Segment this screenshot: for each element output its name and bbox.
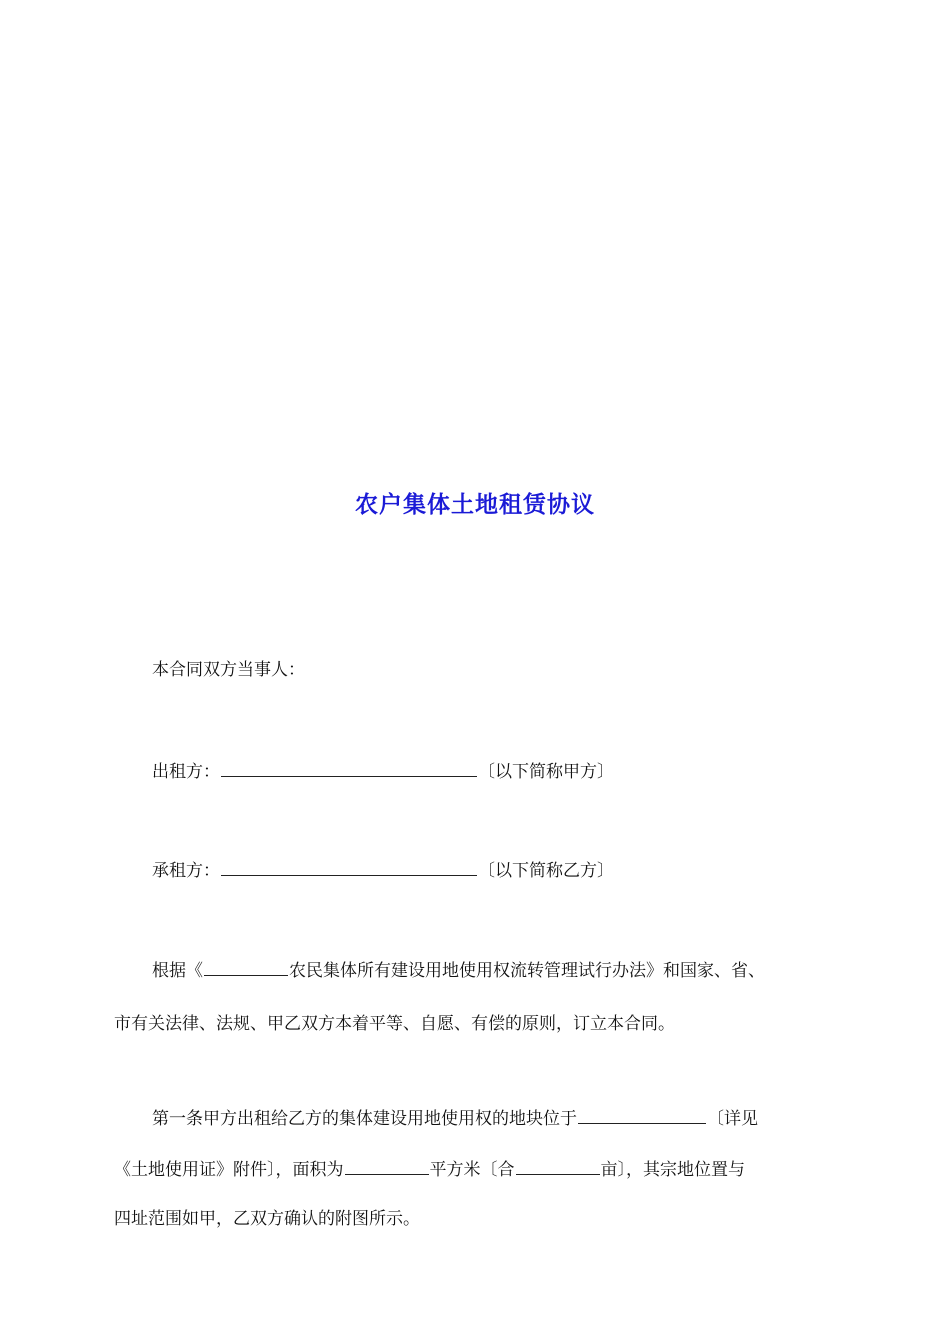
lessor-suffix: 〔以下简称甲方〕 bbox=[478, 762, 614, 782]
lessor-line bbox=[152, 760, 614, 782]
area-mu-blank-field[interactable] bbox=[516, 1158, 600, 1175]
article1-suffix: 〔详见 bbox=[707, 1109, 758, 1129]
article1-part-a: 《土地使用证》附件〕，面积为 bbox=[114, 1160, 344, 1180]
article1-line-3: 四址范围如甲，乙双方确认的附图所示。 bbox=[114, 1209, 420, 1229]
basis-prefix: 根据《 bbox=[152, 961, 203, 981]
basis-rest: 农民集体所有建设用地使用权流转管理试行办法》和国家、省、 bbox=[289, 961, 765, 981]
location-blank-field[interactable] bbox=[578, 1107, 706, 1124]
article1-line-1 bbox=[152, 1107, 758, 1129]
lessee-label: 承租方： bbox=[152, 861, 220, 881]
basis-line-2: 市有关法律、法规、甲乙双方本着平等、自愿、有偿的原则，订立本合同。 bbox=[114, 1014, 675, 1034]
article1-prefix: 第一条甲方出租给乙方的集体建设用地使用权的地块位于 bbox=[152, 1109, 577, 1129]
lessee-suffix: 〔以下简称乙方〕 bbox=[478, 861, 614, 881]
article1-part-c: 亩〕，其宗地位置与 bbox=[600, 1160, 745, 1180]
document-title: 农户集体土地租赁协议 bbox=[355, 491, 595, 518]
basis-blank-field[interactable] bbox=[204, 959, 288, 976]
basis-line-1 bbox=[152, 959, 765, 981]
lessor-label: 出租方： bbox=[152, 762, 220, 782]
article1-line-2 bbox=[114, 1158, 745, 1180]
lessee-line bbox=[152, 859, 614, 881]
area-sqm-blank-field[interactable] bbox=[345, 1158, 429, 1175]
lessee-blank-field[interactable] bbox=[221, 859, 477, 876]
lessor-blank-field[interactable] bbox=[221, 760, 477, 777]
article1-part-b: 平方米〔合 bbox=[429, 1160, 515, 1180]
parties-intro: 本合同双方当事人： bbox=[152, 660, 305, 680]
